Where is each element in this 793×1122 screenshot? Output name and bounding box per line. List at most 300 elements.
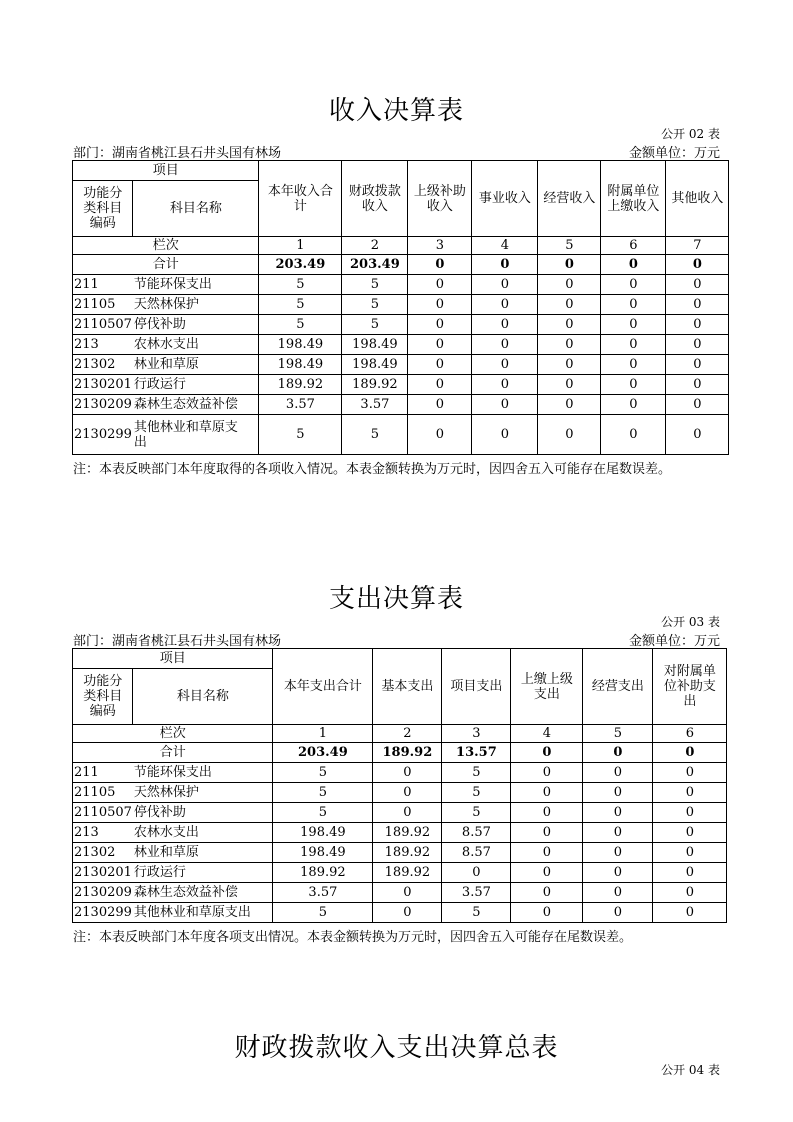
amount-cell-text: 0 bbox=[565, 297, 574, 312]
amount-cell bbox=[538, 375, 601, 395]
amount-cell-text: 0 bbox=[693, 377, 702, 392]
amount-cell bbox=[601, 335, 666, 355]
amount-cell bbox=[342, 415, 408, 455]
amount-cell bbox=[342, 275, 408, 295]
expense-title: 支出决算表 bbox=[328, 584, 464, 614]
amount-cell-text: 0 bbox=[403, 905, 412, 920]
amount-cell bbox=[583, 783, 653, 803]
amount-cell bbox=[666, 315, 729, 335]
table-row bbox=[73, 315, 729, 335]
amount-cell bbox=[273, 883, 373, 903]
amount-cell bbox=[259, 315, 342, 335]
subject-code-text: 2130299 bbox=[74, 427, 132, 442]
amount-cell-text: 8.57 bbox=[461, 845, 491, 860]
expense-lanci-value-text: 5 bbox=[613, 726, 623, 741]
subject-name bbox=[133, 863, 273, 883]
income-lanci-label bbox=[73, 237, 259, 255]
amount-cell bbox=[666, 355, 729, 375]
amount-cell bbox=[472, 355, 538, 375]
amount-cell bbox=[583, 823, 653, 843]
amount-cell bbox=[408, 335, 472, 355]
amount-cell bbox=[601, 375, 666, 395]
amount-cell bbox=[259, 295, 342, 315]
amount-cell-text: 0 bbox=[685, 885, 695, 900]
subject-code bbox=[73, 315, 133, 335]
amount-cell-text: 189.92 bbox=[384, 845, 431, 860]
expense-total-value-text: 203.49 bbox=[298, 745, 348, 760]
income-title: 收入决算表 bbox=[328, 96, 464, 126]
amount-cell-text: 189.92 bbox=[277, 377, 324, 392]
amount-cell-text: 0 bbox=[435, 277, 445, 292]
subject-code-text: 2130299 bbox=[74, 905, 132, 920]
amount-cell-text: 0 bbox=[565, 277, 574, 292]
income-col-header-text: 收入 bbox=[361, 198, 388, 214]
amount-cell bbox=[442, 823, 511, 843]
income-header-code-text: 功能分 bbox=[83, 186, 123, 201]
subject-code bbox=[73, 335, 133, 355]
amount-cell-text: 0 bbox=[693, 397, 702, 412]
amount-cell bbox=[653, 863, 727, 883]
expense-note: 注：本表反映部门本年度各项支出情况。本表金额转换为万元时，因四舍五入可能存在尾数误差。 bbox=[73, 930, 633, 945]
amount-cell-text: 198.49 bbox=[300, 845, 346, 860]
subject-code bbox=[73, 415, 133, 455]
amount-cell-text: 0 bbox=[693, 427, 702, 442]
amount-cell-text: 198.49 bbox=[352, 357, 398, 372]
amount-cell-text: 0 bbox=[542, 905, 552, 920]
amount-cell bbox=[583, 763, 653, 783]
amount-cell bbox=[653, 823, 727, 843]
subject-code-text: 21302 bbox=[74, 845, 116, 860]
amount-cell bbox=[342, 395, 408, 415]
income-total-label bbox=[73, 255, 259, 275]
amount-cell-text: 0 bbox=[542, 865, 552, 880]
income-header-code bbox=[73, 181, 133, 237]
income-lanci-value-text: 4 bbox=[500, 238, 510, 253]
expense-col-header bbox=[273, 649, 373, 725]
expense-header-code-text: 编码 bbox=[89, 704, 116, 719]
amount-cell-text: 5 bbox=[296, 317, 305, 332]
amount-cell bbox=[538, 315, 601, 335]
expense-lanci-value bbox=[442, 725, 511, 743]
expense-lanci-value bbox=[653, 725, 727, 743]
amount-cell bbox=[259, 375, 342, 395]
income-lanci-value-text: 1 bbox=[296, 238, 305, 253]
income-total-value bbox=[408, 255, 472, 275]
expense-col-header-text: 位补助支 bbox=[663, 679, 716, 694]
expense-col-header-text: 支出 bbox=[533, 686, 560, 702]
amount-cell bbox=[273, 863, 373, 883]
amount-cell-text: 5 bbox=[318, 805, 328, 820]
amount-cell bbox=[666, 395, 729, 415]
amount-cell-text: 5 bbox=[472, 765, 481, 780]
expense-col-header-text: 上缴上级 bbox=[520, 671, 573, 687]
subject-name-text: 天然林保护 bbox=[133, 785, 199, 800]
table-row bbox=[73, 843, 727, 863]
amount-cell bbox=[666, 335, 729, 355]
income-header-name bbox=[133, 181, 259, 237]
expense-col-header-text: 经营支出 bbox=[591, 679, 644, 694]
amount-cell-text: 0 bbox=[629, 337, 638, 352]
amount-cell-text: 0 bbox=[472, 865, 481, 880]
income-lanci-value-text: 7 bbox=[693, 238, 702, 253]
amount-cell bbox=[442, 803, 511, 823]
table-row bbox=[73, 355, 729, 375]
expense-total-value bbox=[583, 743, 653, 763]
amount-cell-text: 0 bbox=[403, 885, 412, 900]
amount-cell-text: 0 bbox=[565, 397, 574, 412]
income-lanci-value bbox=[259, 237, 342, 255]
amount-cell-text: 0 bbox=[629, 277, 638, 292]
income-header-project bbox=[73, 161, 259, 181]
amount-cell bbox=[538, 395, 601, 415]
subject-code bbox=[73, 295, 133, 315]
income-total-value-text: 0 bbox=[435, 257, 445, 272]
amount-cell bbox=[583, 803, 653, 823]
amount-cell-text: 198.49 bbox=[352, 337, 398, 352]
subject-code bbox=[73, 803, 133, 823]
expense-header-code bbox=[73, 669, 133, 725]
expense-col-header-text: 项目支出 bbox=[450, 679, 503, 694]
income-total-value bbox=[259, 255, 342, 275]
subject-name-text: 出 bbox=[133, 434, 147, 450]
expense-lanci-value bbox=[373, 725, 442, 743]
table-row bbox=[73, 763, 727, 783]
amount-cell-text: 189.92 bbox=[384, 865, 431, 880]
amount-cell-text: 5 bbox=[318, 905, 328, 920]
expense-col-header bbox=[653, 649, 727, 725]
subject-name-text: 节能环保支出 bbox=[133, 277, 212, 292]
amount-cell-text: 0 bbox=[403, 805, 412, 820]
amount-cell bbox=[511, 763, 583, 783]
amount-cell bbox=[373, 843, 442, 863]
amount-cell-text: 5 bbox=[472, 905, 481, 920]
subject-code-text: 21105 bbox=[74, 785, 116, 800]
amount-cell bbox=[373, 863, 442, 883]
amount-cell bbox=[442, 843, 511, 863]
amount-cell-text: 0 bbox=[500, 377, 510, 392]
amount-cell-text: 0 bbox=[693, 337, 702, 352]
income-col-header bbox=[666, 161, 729, 237]
income-col-header-text: 其他收入 bbox=[671, 191, 724, 206]
expense-header-code-text: 功能分 bbox=[83, 674, 123, 689]
subject-code bbox=[73, 863, 133, 883]
income-form-number: 公开 02 表 bbox=[661, 127, 720, 141]
amount-cell-text: 5 bbox=[472, 805, 481, 820]
amount-cell bbox=[408, 375, 472, 395]
income-lanci-value-text: 2 bbox=[370, 238, 380, 253]
amount-cell-text: 0 bbox=[565, 317, 574, 332]
amount-cell-text: 0 bbox=[500, 357, 510, 372]
summary-title: 财政拨款收入支出决算总表 bbox=[234, 1033, 559, 1063]
table-row bbox=[73, 295, 729, 315]
income-header-code-text: 编码 bbox=[89, 216, 116, 231]
amount-cell-text: 0 bbox=[693, 317, 702, 332]
expense-lanci-value bbox=[583, 725, 653, 743]
subject-code-text: 211 bbox=[74, 765, 99, 780]
income-col-header-text: 本年收入合 bbox=[267, 183, 333, 199]
income-total-value-text: 0 bbox=[500, 257, 510, 272]
expense-lanci-value-text: 2 bbox=[403, 726, 412, 741]
income-table bbox=[72, 160, 729, 455]
amount-cell bbox=[472, 295, 538, 315]
expense-total-value bbox=[511, 743, 583, 763]
amount-cell bbox=[342, 355, 408, 375]
subject-name bbox=[133, 803, 273, 823]
amount-cell bbox=[511, 843, 583, 863]
amount-cell bbox=[538, 295, 601, 315]
expense-lanci-row bbox=[73, 725, 727, 743]
subject-code-text: 213 bbox=[74, 337, 99, 352]
subject-code bbox=[73, 783, 133, 803]
amount-cell-text: 0 bbox=[613, 865, 623, 880]
amount-cell-text: 0 bbox=[685, 805, 695, 820]
amount-cell-text: 0 bbox=[435, 337, 445, 352]
amount-cell-text: 0 bbox=[629, 357, 638, 372]
expense-lanci-value bbox=[273, 725, 373, 743]
amount-cell bbox=[259, 395, 342, 415]
income-col-header bbox=[538, 161, 601, 237]
amount-cell bbox=[442, 783, 511, 803]
amount-cell-text: 3.57 bbox=[461, 885, 491, 900]
income-total-value bbox=[538, 255, 601, 275]
amount-cell-text: 0 bbox=[613, 885, 623, 900]
income-total-value bbox=[666, 255, 729, 275]
amount-cell bbox=[601, 315, 666, 335]
expense-total-value bbox=[442, 743, 511, 763]
expense-header-name bbox=[133, 669, 273, 725]
amount-cell-text: 0 bbox=[542, 765, 552, 780]
amount-cell bbox=[653, 883, 727, 903]
amount-cell bbox=[273, 903, 373, 923]
amount-cell-text: 0 bbox=[629, 427, 638, 442]
subject-code-text: 2110507 bbox=[74, 805, 132, 820]
table-row bbox=[73, 375, 729, 395]
amount-cell-text: 0 bbox=[613, 765, 623, 780]
amount-cell-text: 5 bbox=[296, 297, 305, 312]
amount-cell bbox=[259, 335, 342, 355]
subject-code bbox=[73, 395, 133, 415]
amount-cell-text: 3.57 bbox=[360, 397, 390, 412]
amount-cell-text: 0 bbox=[693, 357, 702, 372]
amount-cell bbox=[583, 903, 653, 923]
expense-total-value-text: 0 bbox=[613, 745, 623, 760]
amount-cell-text: 0 bbox=[403, 785, 412, 800]
income-lanci-value bbox=[342, 237, 408, 255]
income-header-row bbox=[73, 161, 729, 181]
income-total-value bbox=[342, 255, 408, 275]
amount-cell bbox=[373, 783, 442, 803]
amount-cell bbox=[373, 823, 442, 843]
amount-cell-text: 5 bbox=[472, 785, 481, 800]
subject-name-text: 停伐补助 bbox=[133, 805, 186, 820]
table-row bbox=[73, 395, 729, 415]
expense-total-row bbox=[73, 743, 727, 763]
amount-cell-text: 0 bbox=[565, 337, 574, 352]
table-row bbox=[73, 903, 727, 923]
amount-cell-text: 0 bbox=[629, 297, 638, 312]
expense-lanci-label bbox=[73, 725, 273, 743]
income-total-value-text: 203.49 bbox=[275, 257, 326, 272]
amount-cell bbox=[472, 275, 538, 295]
amount-cell bbox=[273, 823, 373, 843]
subject-name bbox=[133, 275, 259, 295]
amount-cell bbox=[342, 375, 408, 395]
amount-cell bbox=[666, 415, 729, 455]
amount-cell-text: 0 bbox=[693, 277, 702, 292]
income-col-header bbox=[342, 161, 408, 237]
table-row bbox=[73, 335, 729, 355]
subject-code-text: 2130209 bbox=[74, 885, 132, 900]
amount-cell-text: 0 bbox=[685, 905, 695, 920]
amount-cell-text: 0 bbox=[629, 377, 638, 392]
subject-code bbox=[73, 375, 133, 395]
amount-cell bbox=[666, 375, 729, 395]
amount-cell bbox=[273, 783, 373, 803]
amount-cell bbox=[538, 275, 601, 295]
table-row bbox=[73, 803, 727, 823]
subject-name bbox=[133, 315, 259, 335]
amount-cell bbox=[511, 883, 583, 903]
subject-code bbox=[73, 883, 133, 903]
amount-cell bbox=[273, 843, 373, 863]
income-total-value-text: 203.49 bbox=[350, 257, 400, 272]
income-lanci-value-text: 3 bbox=[435, 238, 445, 253]
amount-cell bbox=[472, 375, 538, 395]
amount-cell-text: 5 bbox=[370, 277, 380, 292]
income-total-value bbox=[472, 255, 538, 275]
table-row bbox=[73, 783, 727, 803]
amount-cell bbox=[342, 315, 408, 335]
expense-lanci-value-text: 4 bbox=[542, 726, 552, 741]
subject-name bbox=[133, 883, 273, 903]
amount-cell bbox=[511, 903, 583, 923]
amount-cell-text: 5 bbox=[370, 427, 380, 442]
amount-cell-text: 0 bbox=[565, 427, 574, 442]
subject-name-text: 停伐补助 bbox=[133, 317, 186, 332]
subject-name-text: 林业和草原 bbox=[133, 845, 199, 860]
amount-cell bbox=[442, 903, 511, 923]
income-col-header-text: 上级补助 bbox=[413, 183, 466, 199]
amount-cell-text: 0 bbox=[500, 427, 510, 442]
income-lanci-value-text: 5 bbox=[565, 238, 574, 253]
amount-cell-text: 0 bbox=[500, 277, 510, 292]
table-row bbox=[73, 823, 727, 843]
subject-name-text: 行政运行 bbox=[133, 377, 186, 392]
expense-col-header bbox=[511, 649, 583, 725]
subject-code-text: 21105 bbox=[74, 297, 116, 312]
amount-cell-text: 0 bbox=[500, 317, 510, 332]
income-lanci-value bbox=[472, 237, 538, 255]
subject-code bbox=[73, 903, 133, 923]
subject-name bbox=[133, 335, 259, 355]
amount-cell bbox=[511, 783, 583, 803]
amount-cell-text: 0 bbox=[613, 905, 623, 920]
expense-total-value-text: 13.57 bbox=[456, 745, 497, 760]
amount-cell-text: 0 bbox=[693, 297, 702, 312]
amount-cell-text: 0 bbox=[685, 865, 695, 880]
income-header-project-text: 项目 bbox=[152, 163, 179, 178]
summary-form-number: 公开 04 表 bbox=[661, 1063, 720, 1077]
expense-col-header bbox=[373, 649, 442, 725]
amount-cell-text: 3.57 bbox=[308, 885, 338, 900]
expense-lanci-value-text: 3 bbox=[472, 726, 481, 741]
table-row bbox=[73, 415, 729, 455]
subject-code-text: 2130201 bbox=[74, 377, 132, 392]
subject-name-text: 天然林保护 bbox=[133, 297, 199, 312]
amount-cell bbox=[472, 315, 538, 335]
expense-total-value-text: 0 bbox=[542, 745, 552, 760]
income-col-header-text: 计 bbox=[293, 198, 307, 214]
amount-cell bbox=[442, 763, 511, 783]
subject-code bbox=[73, 355, 133, 375]
amount-cell-text: 189.92 bbox=[384, 825, 431, 840]
subject-name-text: 森林生态效益补偿 bbox=[133, 885, 238, 900]
amount-cell-text: 0 bbox=[565, 377, 574, 392]
amount-cell bbox=[259, 355, 342, 375]
amount-cell-text: 0 bbox=[500, 337, 510, 352]
income-col-header-text: 上缴收入 bbox=[607, 198, 660, 214]
amount-cell-text: 0 bbox=[403, 765, 412, 780]
amount-cell-text: 0 bbox=[542, 825, 552, 840]
amount-cell-text: 0 bbox=[685, 785, 695, 800]
amount-cell-text: 5 bbox=[370, 317, 380, 332]
amount-cell bbox=[653, 783, 727, 803]
income-total-value bbox=[601, 255, 666, 275]
expense-total-label-text: 合计 bbox=[159, 745, 186, 760]
table-row bbox=[73, 883, 727, 903]
amount-cell bbox=[538, 355, 601, 375]
amount-cell-text: 5 bbox=[318, 785, 328, 800]
expense-department: 部门：湖南省桃江县石井头国有林场 bbox=[73, 634, 282, 649]
amount-cell-text: 0 bbox=[500, 397, 510, 412]
amount-cell-text: 0 bbox=[542, 845, 552, 860]
amount-cell-text: 5 bbox=[318, 765, 328, 780]
subject-name-text: 其他林业和草原支出 bbox=[133, 905, 251, 920]
amount-cell bbox=[601, 395, 666, 415]
amount-cell bbox=[373, 883, 442, 903]
income-col-header bbox=[408, 161, 472, 237]
expense-col-header bbox=[442, 649, 511, 725]
amount-cell bbox=[511, 803, 583, 823]
subject-name bbox=[133, 843, 273, 863]
subject-name-text: 其他林业和草原支 bbox=[133, 419, 238, 435]
amount-cell bbox=[653, 803, 727, 823]
subject-name bbox=[133, 823, 273, 843]
income-lanci-value-text: 6 bbox=[629, 238, 638, 253]
amount-cell bbox=[583, 883, 653, 903]
income-note: 注：本表反映部门本年度取得的各项收入情况。本表金额转换为万元时，因四舍五入可能存在尾数误差。 bbox=[73, 462, 672, 477]
amount-cell bbox=[601, 415, 666, 455]
amount-cell bbox=[408, 415, 472, 455]
income-lanci-value bbox=[601, 237, 666, 255]
amount-cell bbox=[342, 335, 408, 355]
amount-cell-text: 0 bbox=[685, 845, 695, 860]
amount-cell-text: 5 bbox=[296, 277, 305, 292]
amount-cell bbox=[273, 803, 373, 823]
amount-cell-text: 0 bbox=[435, 357, 445, 372]
amount-cell-text: 8.57 bbox=[461, 825, 491, 840]
expense-header-row bbox=[73, 649, 727, 669]
amount-cell-text: 0 bbox=[565, 357, 574, 372]
income-col-header bbox=[259, 161, 342, 237]
subject-code-text: 2110507 bbox=[74, 317, 132, 332]
income-lanci-label-text: 栏次 bbox=[152, 238, 179, 253]
amount-cell bbox=[373, 763, 442, 783]
amount-cell-text: 0 bbox=[500, 297, 510, 312]
income-col-header bbox=[601, 161, 666, 237]
expense-col-header bbox=[583, 649, 653, 725]
subject-name bbox=[133, 375, 259, 395]
